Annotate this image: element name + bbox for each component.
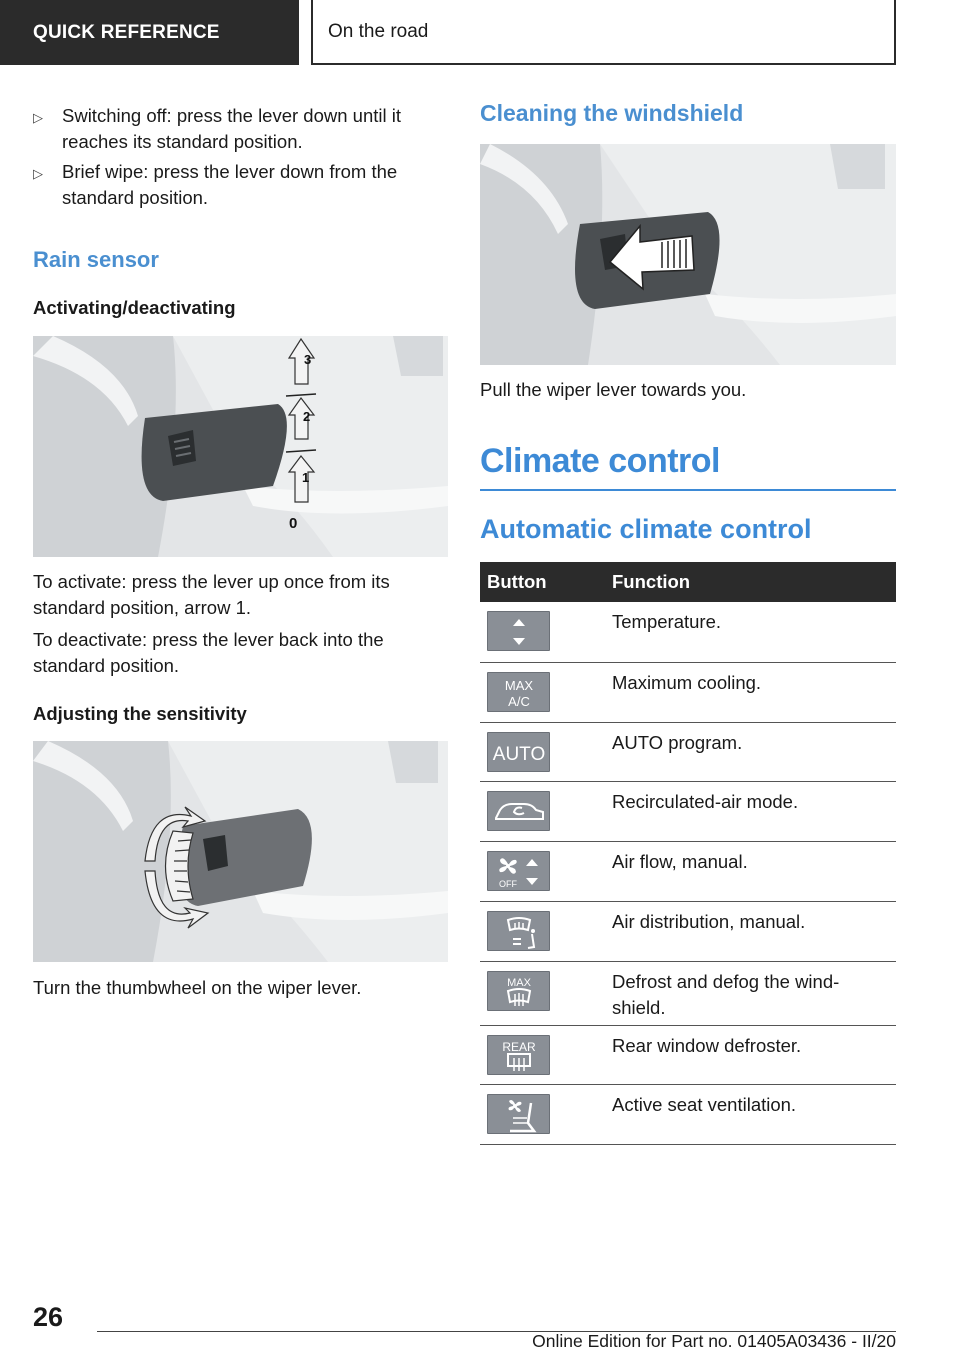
- seat-ventilation-icon: [487, 1094, 550, 1134]
- rain-sensor-lever-image: [33, 336, 448, 557]
- arrow-label-0: 0: [289, 515, 298, 532]
- automatic-climate-heading: Automatic climate control: [480, 514, 812, 544]
- button-cell: [480, 781, 604, 841]
- activate-paragraph: To activate: press the lever up once from its standard position, arrow 1.: [33, 571, 390, 618]
- button-cell: [480, 602, 604, 662]
- button-cell: [480, 901, 604, 961]
- svg-text:AUTO: AUTO: [492, 743, 546, 765]
- activating-subheading: Activating/deactivating: [33, 297, 236, 318]
- function-text: Rear window defroster.: [604, 1025, 896, 1084]
- triangle-bullet-icon: ▷: [33, 110, 43, 125]
- table-row: [480, 781, 896, 841]
- svg-text:A/C: A/C: [508, 693, 530, 709]
- sensitivity-subheading: Adjusting the sensitivity: [33, 703, 247, 724]
- function-text: Recirculated-air mode.: [604, 781, 896, 841]
- air-distribution-icon: [487, 911, 550, 951]
- bullet-item: [33, 159, 448, 211]
- function-text: Maximum cooling.: [604, 662, 896, 722]
- footer-edition: Online Edition for Part no. 01405A03436 - II/20: [532, 1331, 896, 1351]
- column-header-function: Function: [604, 562, 896, 602]
- function-text: Air flow, manual.: [604, 841, 896, 901]
- fan-off-icon: [487, 851, 550, 891]
- cleaning-paragraph: Pull the wiper lever towards you.: [480, 379, 747, 400]
- right-column: [480, 100, 896, 1145]
- deactivate-paragraph: To deactivate: press the lever back into the standard position.: [33, 629, 384, 676]
- button-cell: [480, 1025, 604, 1084]
- bullet-text: Brief wipe: press the lever down from the standard position.: [62, 161, 398, 208]
- chapter-header: [311, 0, 896, 65]
- svg-text:MAX: MAX: [504, 677, 534, 693]
- function-text: AUTO program.: [604, 722, 896, 781]
- arrow-label-1: 1: [302, 470, 310, 485]
- table-row: [480, 722, 896, 781]
- arrow-label-2: 2: [303, 409, 311, 424]
- svg-text:MAX: MAX: [507, 976, 531, 989]
- recirculated-air-icon: [487, 791, 550, 831]
- chapter-title: On the road: [328, 21, 429, 42]
- table-row: [480, 662, 896, 722]
- rear-defroster-icon: [487, 1035, 550, 1075]
- page-number: 26: [33, 1302, 64, 1332]
- auto-icon: [487, 732, 550, 772]
- table-header-row: [480, 562, 896, 602]
- thumbwheel-image: [33, 741, 448, 962]
- table-row: [480, 602, 896, 662]
- triangle-bullet-icon: ▷: [33, 166, 43, 181]
- climate-buttons-table: [480, 562, 896, 1145]
- max-ac-icon: [487, 672, 550, 712]
- table-row: [480, 841, 896, 901]
- button-cell: [480, 662, 604, 722]
- left-column: [33, 103, 448, 1001]
- column-header-button: Button: [480, 562, 604, 602]
- button-cell: [480, 961, 604, 1025]
- arrow-label-3: 3: [304, 352, 312, 367]
- temperature-arrows-icon: [487, 611, 550, 651]
- max-defrost-icon: [487, 971, 550, 1011]
- button-cell: [480, 722, 604, 781]
- button-cell: [480, 1084, 604, 1144]
- svg-text:OFF: OFF: [499, 878, 517, 889]
- function-text: Defrost and defog the wind- shield.: [604, 961, 896, 1025]
- section-tab: QUICK REFERENCE: [0, 0, 299, 65]
- table-row: [480, 1084, 896, 1144]
- cleaning-heading: Cleaning the windshield: [480, 100, 744, 126]
- function-text: Air distribution, manual.: [604, 901, 896, 961]
- heading-rule: [480, 489, 896, 491]
- climate-control-heading: Climate control: [480, 442, 720, 480]
- function-text: Temperature.: [604, 602, 896, 662]
- svg-text:REAR: REAR: [502, 1039, 536, 1054]
- rain-sensor-heading: Rain sensor: [33, 247, 159, 272]
- table-row: [480, 1025, 896, 1084]
- function-text: Active seat ventilation.: [604, 1084, 896, 1144]
- button-cell: [480, 841, 604, 901]
- bullet-text: Switching off: press the lever down until it reaches its standard position.: [62, 105, 401, 152]
- windshield-cleaning-image: [480, 144, 896, 365]
- thumbwheel-paragraph: Turn the thumbwheel on the wiper lever.: [33, 977, 362, 998]
- bullet-item: [33, 103, 448, 155]
- table-row: [480, 901, 896, 961]
- table-row: [480, 961, 896, 1025]
